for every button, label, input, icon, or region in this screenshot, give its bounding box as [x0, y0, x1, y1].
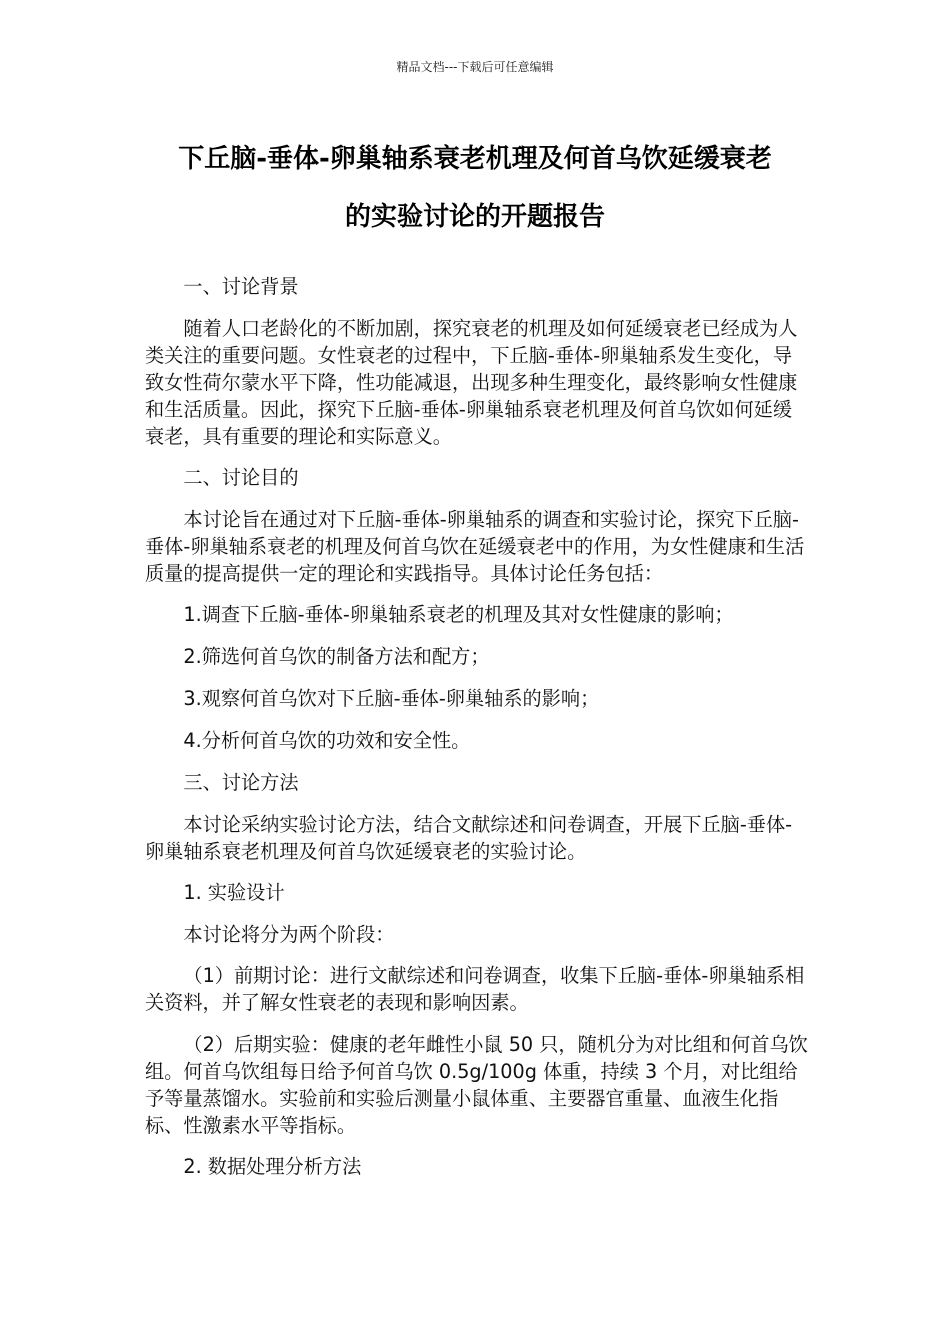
paragraph-stage-2: （2）后期实验：健康的老年雌性小鼠 50 只，随机分为对比组和何首乌饮组。何首乌饮组每日给予何首乌饮 0.5g/100g 体重，持续 3 个月，对比组给予等量蒸馏水。实验前和实验后测量小鼠体重、主要器官重量、血液生化指标、性激素水平等指标。 [145, 1032, 808, 1137]
paragraph-method: 本讨论采纳实验讨论方法，结合文献综述和问卷调查，开展下丘脑-垂体-卵巢轴系衰老机理及何首乌饮延缓衰老的实验讨论。 [145, 812, 793, 863]
document-title-line-1: 下丘脑-垂体-卵巢轴系衰老机理及何首乌饮延缓衰老 [178, 144, 772, 174]
task-item-3: 3.观察何首乌饮对下丘脑-垂体-卵巢轴系的影响； [183, 687, 600, 710]
paragraph-purpose: 本讨论旨在通过对下丘脑-垂体-卵巢轴系的调查和实验讨论，探究下丘脑-垂体-卵巢轴系衰老的机理及何首乌饮在延缓衰老中的作用，为女性健康和生活质量的提高提供一定的理论和实践指导。具体讨论任务包括： [145, 507, 805, 585]
section-heading-background: 一、讨论背景 [183, 275, 299, 298]
document-body [145, 273, 810, 1195]
task-item-1: 1.调查下丘脑-垂体-卵巢轴系衰老的机理及其对女性健康的影响； [183, 603, 734, 626]
paragraph-background: 随着人口老龄化的不断加剧，探究衰老的机理及如何延缓衰老已经成为人类关注的重要问题。女性衰老的过程中，下丘脑-垂体-卵巢轴系发生变化，导致女性荷尔蒙水平下降，性功能减退，出现多种生理变化，最终影响女性健康和生活质量。因此，探究下丘脑-垂体-卵巢轴系衰老机理及何首乌饮如何延缓衰老，具有重要的理论和实际意义。 [145, 316, 798, 448]
task-item-4: 4.分析何首乌饮的功效和安全性。 [183, 729, 471, 752]
paragraph-stages-intro: 本讨论将分为两个阶段： [183, 922, 395, 946]
task-item-2: 2.筛选何首乌饮的制备方法和配方； [183, 645, 490, 668]
document-title-line-2: 的实验讨论的开题报告 [344, 202, 605, 232]
paragraph-stage-1: （1）前期讨论：进行文献综述和问卷调查，收集下丘脑-垂体-卵巢轴系相关资料，并了解女性衰老的表现和影响因素。 [145, 964, 805, 1014]
subheading-data-analysis: 2. 数据处理分析方法 [183, 1155, 362, 1178]
section-heading-method: 三、讨论方法 [183, 771, 299, 794]
subheading-experiment-design: 1. 实验设计 [183, 881, 285, 904]
section-heading-purpose: 二、讨论目的 [183, 466, 299, 489]
page-header: 精品文档---下载后可任意编辑 [396, 60, 554, 74]
